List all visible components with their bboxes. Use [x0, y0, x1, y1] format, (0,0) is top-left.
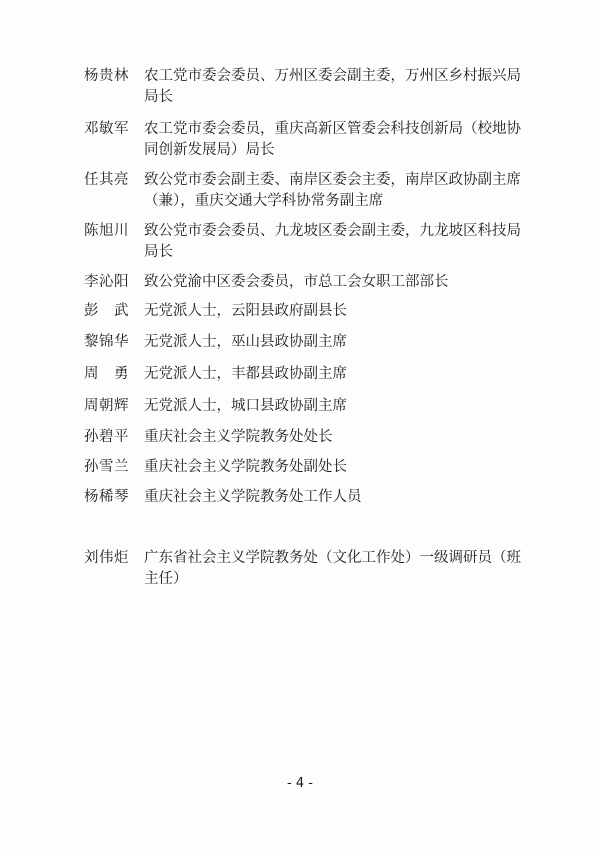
person-position: 广东省社会主义学院教务处（文化工作处）一级调研员（班主任）: [144, 550, 521, 587]
person-name: 周朝辉: [84, 398, 129, 414]
roster-entry: [84, 221, 524, 263]
person-name: 周 勇: [84, 366, 129, 382]
person-position: 致公党渝中区委会委员，市总工会女职工部部长: [144, 274, 449, 290]
roster-entry: [84, 119, 524, 161]
person-name: 孙碧平: [84, 429, 129, 445]
person-position: 致公党市委会委员、九龙坡区委会副主委，九龙坡区科技局局长: [144, 223, 521, 260]
person-position: 农工党市委会委员、万州区委会副主委，万州区乡村振兴局局长: [144, 68, 521, 105]
roster-entry: [84, 548, 524, 590]
roster-entry: [84, 301, 524, 322]
person-position: 致公党市委会副主委、南岸区委会主委，南岸区政协副主席（兼），重庆交通大学科协常务副主席: [144, 172, 521, 209]
person-name: 杨稀琴: [84, 489, 129, 505]
person-name: 陈旭川: [84, 223, 129, 239]
person-position: 重庆社会主义学院教务处工作人员: [144, 489, 362, 505]
person-name: 邓敏军: [84, 121, 129, 137]
person-name: 黎锦华: [84, 334, 129, 350]
person-name: 刘伟炬: [84, 550, 129, 566]
person-position: 无党派人士，丰都县政协副主席: [144, 366, 347, 382]
person-position: 农工党市委会委员，重庆高新区管委会科技创新局（校地协同创新发展局）局长: [144, 121, 521, 158]
roster-entry: [84, 272, 524, 293]
roster-entry: [84, 332, 524, 353]
person-position: 无党派人士，巫山县政协副主席: [144, 334, 347, 350]
roster-entry: [84, 66, 524, 108]
person-name: 李沁阳: [84, 274, 129, 290]
person-name: 彭 武: [84, 303, 129, 319]
person-position: 无党派人士，城口县政协副主席: [144, 398, 347, 414]
roster-entry: [84, 396, 524, 417]
roster-entry: [84, 170, 524, 212]
person-name: 任其亮: [84, 172, 129, 188]
person-position: 重庆社会主义学院教务处处长: [144, 429, 333, 445]
roster-entry: [84, 457, 524, 478]
person-position: 重庆社会主义学院教务处副处长: [144, 459, 347, 475]
person-name: 孙雪兰: [84, 459, 129, 475]
roster-entry: [84, 427, 524, 448]
roster-entry: [84, 487, 524, 508]
roster-entry: [84, 364, 524, 385]
page-number: - 4 -: [287, 776, 313, 791]
person-name: 杨贵林: [84, 68, 129, 84]
person-position: 无党派人士，云阳县政府副县长: [144, 303, 347, 319]
